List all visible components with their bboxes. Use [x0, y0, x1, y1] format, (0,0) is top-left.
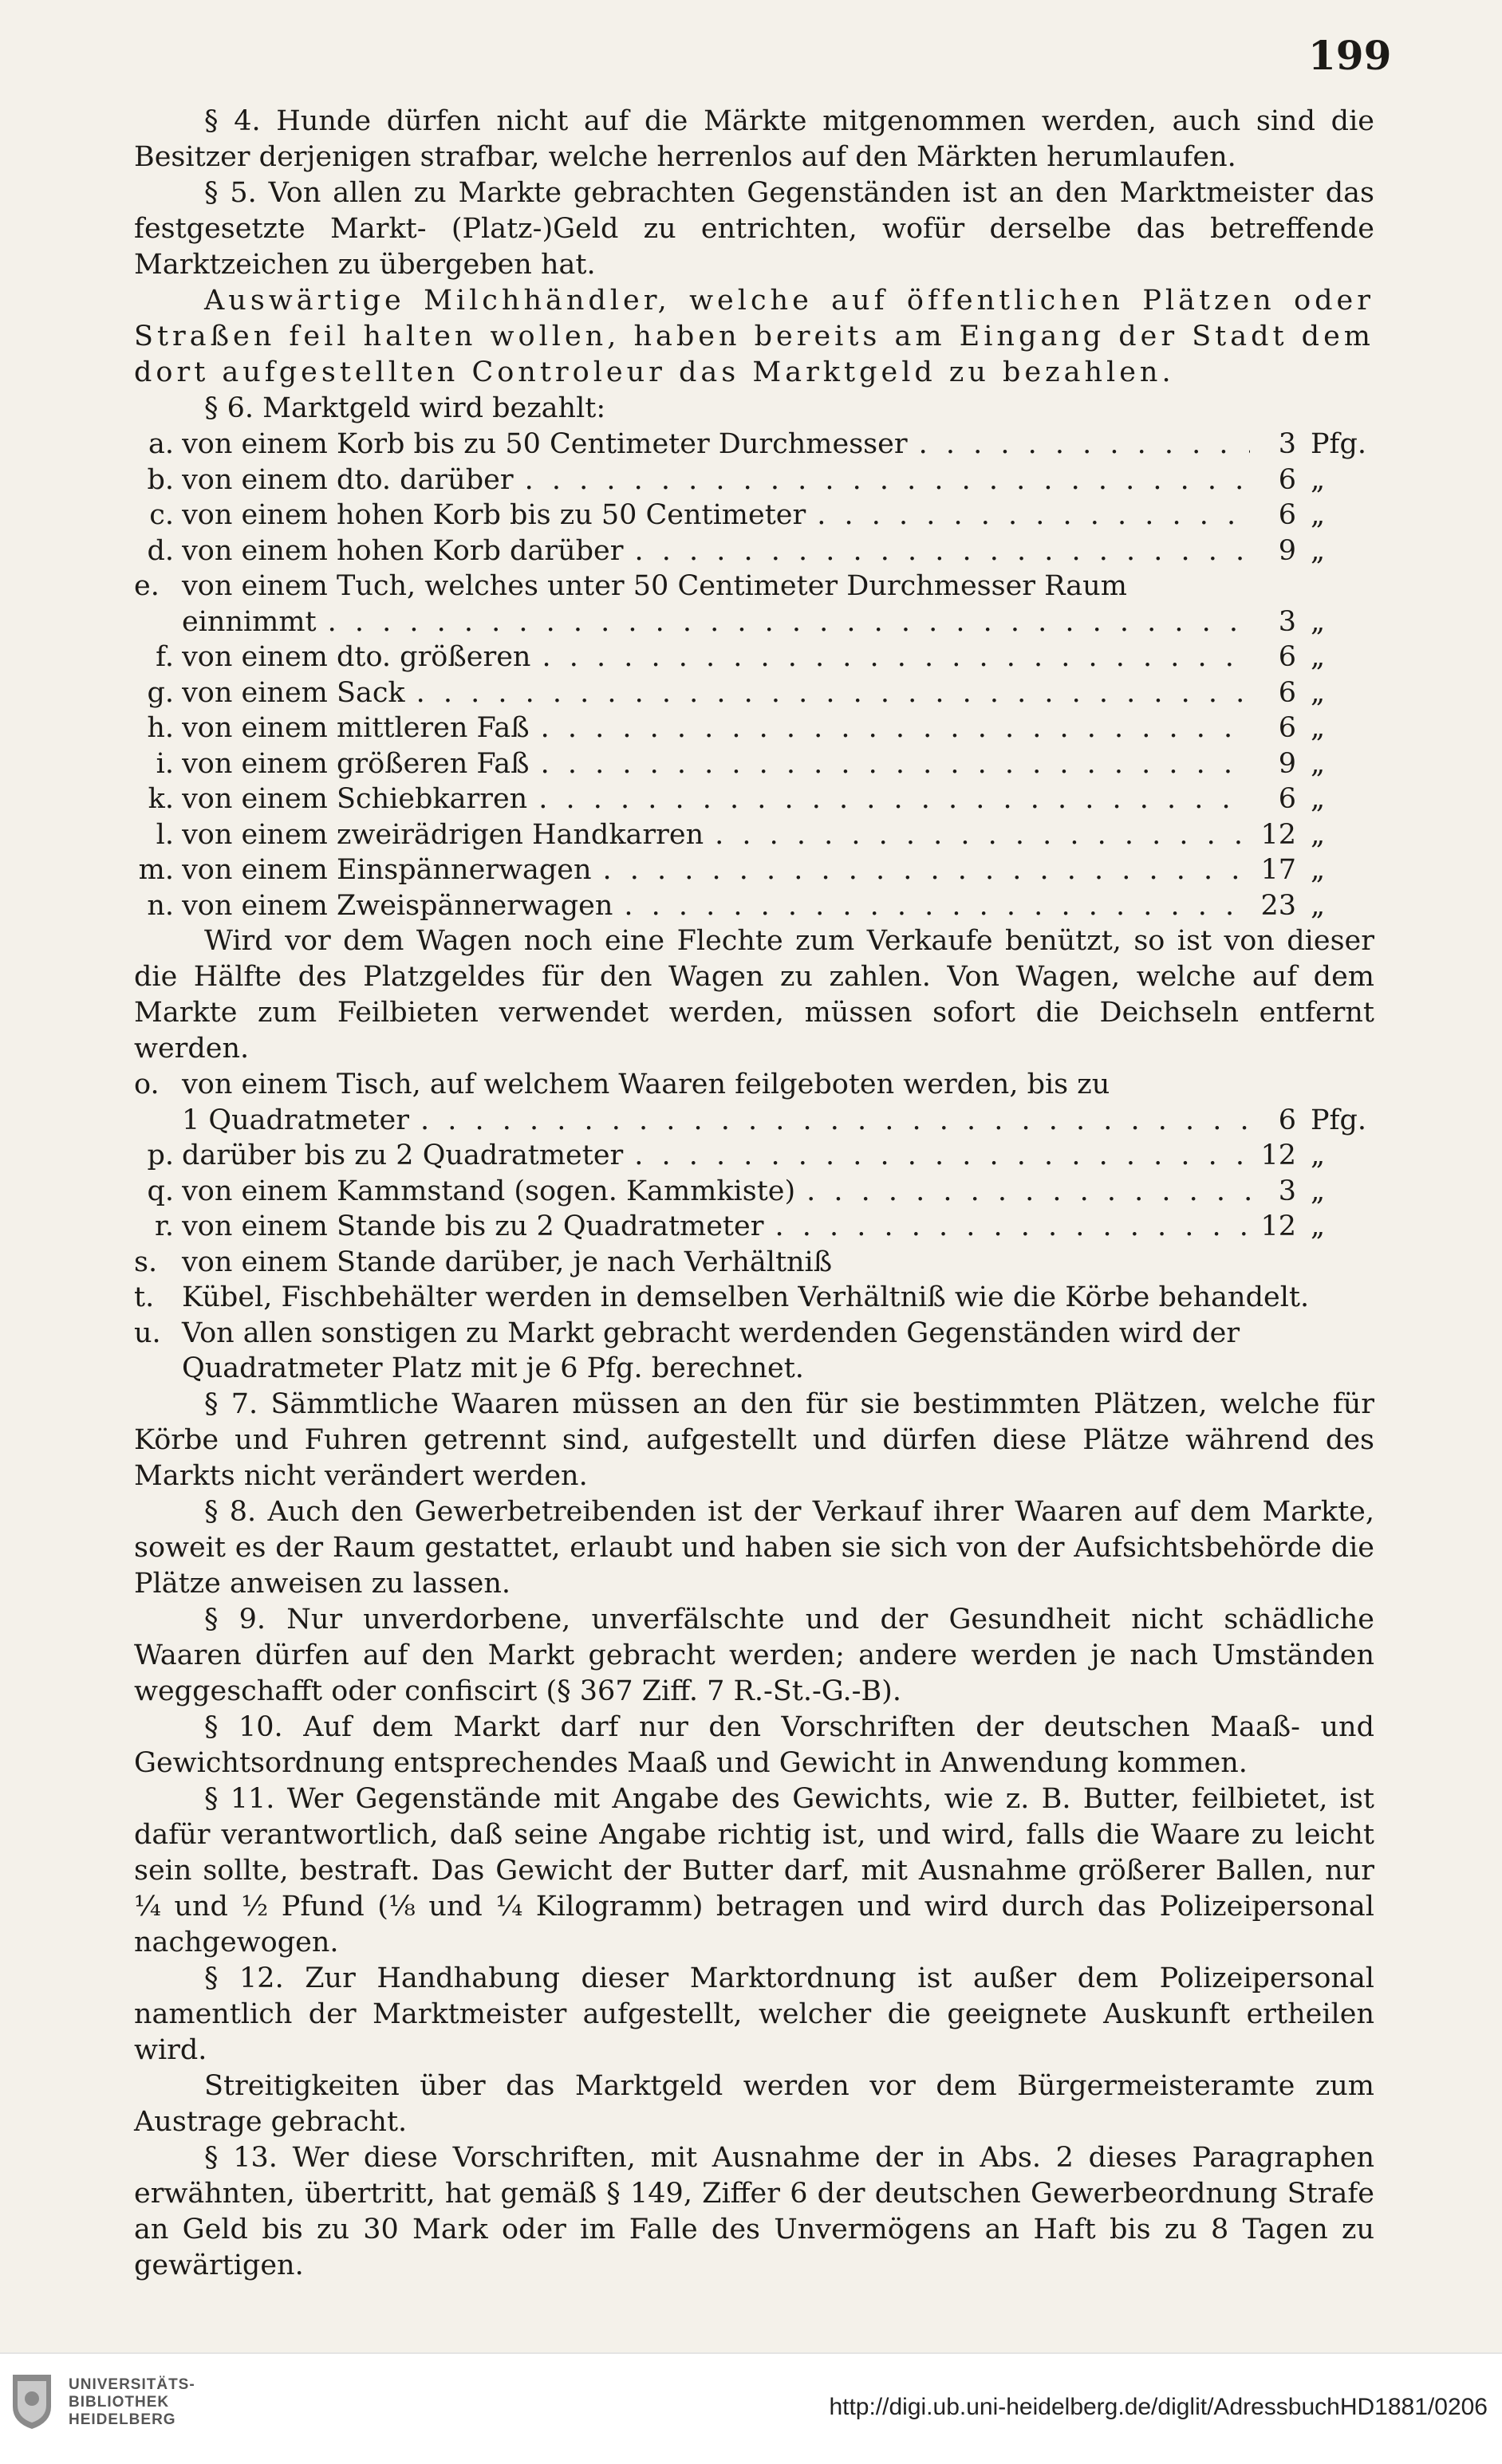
library-name-line: BIBLIOTHEK: [69, 2394, 170, 2411]
fee-row: [134, 710, 1374, 746]
fee-unit: „: [1311, 783, 1326, 815]
item-letter: s.: [134, 1246, 158, 1278]
fee-unit: „: [1311, 712, 1326, 744]
fee-row-multiline: [134, 569, 1374, 604]
fee-amount: 12: [1260, 1140, 1296, 1171]
fee-unit: „: [1311, 605, 1326, 638]
library-name-line: HEIDELBERG: [69, 2411, 176, 2428]
fee-amount: 3: [1278, 1175, 1296, 1207]
item-text: von einem Stande darüber, je nach Verhältniß: [182, 1246, 833, 1278]
milk-dealer-paragraph: Auswärtige Milchhändler, welche auf öffentlichen Plätzen oder Straßen feil halten wollen, haben bereits am Eingang der Stadt dem dort aufgestellten Controleur das Marktgeld zu bezahlen.: [134, 285, 1374, 388]
fee-letter: i.: [156, 747, 174, 780]
fee-text: von einem Korb bis zu 50 Centimeter Durchmesser: [182, 428, 908, 460]
fee-row: [134, 675, 1374, 711]
fee-text: einnimmt: [182, 605, 317, 638]
item-letter: t.: [134, 1281, 155, 1313]
fee-letter: m.: [138, 854, 174, 886]
fee-amount: 6: [1278, 676, 1296, 709]
fee-letter: h.: [147, 712, 174, 744]
item-text: Kübel, Fischbehälter werden in demselben Verhältniß wie die Körbe behandelt.: [182, 1281, 1310, 1313]
fee-text: 1 Quadratmeter: [182, 1104, 409, 1136]
footer-bar: [0, 2352, 1502, 2464]
fee-amount: 12: [1260, 1210, 1296, 1242]
fee-unit: „: [1311, 1140, 1326, 1171]
fee-letter: n.: [147, 889, 174, 922]
fee-row: [134, 888, 1374, 924]
fee-row: [134, 462, 1374, 498]
paragraph-7: § 7. Sämmtliche Waaren müssen an den für sie bestimmten Plätzen, welche für Körbe und Fuhren getrennt sind, aufgestellt und dürfen diese Plätze während des Markts nicht verändert werden.: [134, 1387, 1374, 1492]
list-item: [134, 1280, 1374, 1316]
fee-text: von einem Kammstand (sogen. Kammkiste): [182, 1175, 796, 1207]
fee-text: darüber bis zu 2 Quadratmeter: [182, 1140, 624, 1171]
fee-amount: 6: [1278, 499, 1296, 531]
fee-unit: „: [1311, 499, 1326, 531]
fee-amount: 9: [1278, 534, 1296, 567]
fee-letter: a.: [148, 428, 174, 460]
fee-unit: „: [1311, 818, 1326, 851]
source-url-link[interactable]: http://digi.ub.uni-heidelberg.de/diglit/AdressbuchHD1881/0206: [829, 2394, 1488, 2420]
list-item: [134, 1245, 1374, 1281]
paragraph-6: § 6. Marktgeld wird bezahlt:: [204, 392, 606, 424]
fee-row: [134, 817, 1374, 853]
page-number: 199: [1308, 32, 1392, 79]
fee-text: von einem größeren Faß: [182, 747, 530, 780]
fee-amount: 17: [1260, 854, 1296, 886]
fee-text: von einem Tisch, auf welchem Waaren feilgeboten werden, bis zu: [182, 1069, 1110, 1100]
fee-row: [134, 1174, 1374, 1210]
paragraph-9: § 9. Nur unverdorbene, unverfälschte und der Gesundheit nicht schädliche Waaren dürfen auf den Markt gebracht werden; andere werden je nach Umständen weggeschafft oder confiscirt (§ 367 Ziff. 7 R.-St.-G.-B).: [134, 1603, 1374, 1707]
fee-letter: q.: [147, 1175, 174, 1207]
fee-text: von einem Tuch, welches unter 50 Centimeter Durchmesser Raum: [182, 570, 1127, 602]
disputes-paragraph: Streitigkeiten über das Marktgeld werden vor dem Bürgermeisteramte zum Austrage gebracht.: [134, 2069, 1374, 2138]
fee-amount: 6: [1278, 783, 1296, 815]
fee-row: [134, 746, 1374, 782]
fee-text: von einem mittleren Faß: [182, 712, 530, 744]
fee-text: von einem dto. darüber: [182, 463, 514, 496]
fee-row: [134, 781, 1374, 817]
library-name-line: UNIVERSITÄTS-: [69, 2376, 195, 2393]
fee-text: von einem Einspännerwagen: [182, 854, 592, 886]
paragraph-13: § 13. Wer diese Vorschriften, mit Ausnahme der in Abs. 2 dieses Paragraphen erwähnten, übertritt, hat gemäß § 149, Ziffer 6 der deutschen Gewerbeordnung Strafe an Geld bis zu 30 Mark oder im Falle des Unvermögens an Haft bis zu 8 Tagen zu gewärtigen.: [134, 2141, 1374, 2281]
fee-row: [134, 852, 1374, 888]
fee-text: von einem Zweispännerwagen: [182, 889, 613, 922]
paragraph-11: § 11. Wer Gegenstände mit Angabe des Gewichts, wie z. B. Butter, feilbietet, ist dafür verantwortlich, daß seine Angabe richtig ist, und wird, falls die Waare zu leicht sein sollte, bestraft. Das Gewicht der Butter darf, mit Ausnahme größerer Ballen, nur ¼ und ½ Pfund (⅛ und ¼ Kilogramm) betragen und wird durch das Polizeipersonal nachgewogen.: [134, 1782, 1374, 1958]
fee-text: von einem hohen Korb bis zu 50 Centimeter: [182, 499, 806, 531]
item-text: Von allen sonstigen zu Markt gebracht werdenden Gegenständen wird der Quadratmeter Platz mit je 6 Pfg. berechnet.: [182, 1317, 1240, 1384]
fee-amount: 6: [1278, 712, 1296, 744]
fee-letter: p.: [147, 1140, 174, 1171]
fee-unit: „: [1311, 854, 1326, 886]
fee-amount: 23: [1260, 889, 1296, 922]
fee-row-continuation: [134, 1103, 1374, 1139]
fee-letter: k.: [148, 783, 174, 815]
fee-row: [134, 1209, 1374, 1245]
fee-text: von einem Sack: [182, 676, 405, 709]
wagon-note: Wird vor dem Wagen noch eine Flechte zum Verkaufe benützt, so ist von dieser die Hälfte des Platzgeldes für den Wagen zu zahlen. Von Wagen, welche auf dem Markte zum Feilbieten verwendet werden, müssen sofort die Deichseln entfernt werden.: [134, 925, 1374, 1065]
fee-amount: 6: [1278, 463, 1296, 496]
fee-unit: „: [1311, 463, 1326, 496]
fee-text: von einem Schiebkarren: [182, 783, 528, 815]
fee-letter: g.: [147, 676, 174, 709]
fee-text: von einem zweirädrigen Handkarren: [182, 818, 704, 851]
fee-letter: f.: [156, 641, 174, 673]
fee-amount: 6: [1278, 1104, 1296, 1136]
fee-unit: Pfg.: [1311, 428, 1367, 460]
fee-amount: 12: [1260, 818, 1296, 851]
paragraph-5: § 5. Von allen zu Markte gebrachten Gegenständen ist an den Marktmeister das festgesetzte Markt- (Platz-)Geld zu entrichten, wofür derselbe das betreffende Marktzeichen zu übergeben hat.: [134, 177, 1374, 281]
fee-unit: „: [1311, 1210, 1326, 1242]
fee-text: von einem dto. größeren: [182, 641, 531, 673]
fee-amount: 3: [1278, 605, 1296, 638]
paragraph-10: § 10. Auf dem Markt darf nur den Vorschriften der deutschen Maaß- und Gewichtsordnung entsprechendes Maaß und Gewicht in Anwendung kommen.: [134, 1710, 1374, 1779]
fee-unit: „: [1311, 889, 1326, 922]
fee-row: [134, 533, 1374, 569]
fee-unit: „: [1311, 676, 1326, 709]
university-seal-icon: [10, 2372, 54, 2431]
item-letter: u.: [134, 1317, 161, 1349]
fee-letter: e.: [134, 570, 160, 602]
fee-letter: r.: [154, 1210, 174, 1242]
fee-amount: 9: [1278, 747, 1296, 780]
paragraph-8: § 8. Auch den Gewerbetreibenden ist der Verkauf ihrer Waaren auf dem Markte, soweit es der Raum gestattet, erlaubt und haben sie sich von der Aufsichtsbehörde die Plätze anweisen zu lassen.: [134, 1495, 1374, 1600]
paragraph-12: § 12. Zur Handhabung dieser Marktordnung ist außer dem Polizeipersonal namentlich der Marktmeister aufgestellt, welcher die geeignete Auskunft ertheilen wird.: [134, 1962, 1374, 2066]
fee-row: [134, 640, 1374, 675]
fee-letter: d.: [147, 534, 174, 567]
fee-text: von einem Stande bis zu 2 Quadratmeter: [182, 1210, 764, 1242]
fee-row-continuation: [134, 604, 1374, 640]
fee-row: [134, 1138, 1374, 1174]
fee-letter: o.: [134, 1069, 160, 1100]
fee-letter: b.: [147, 463, 174, 496]
fee-unit: „: [1311, 534, 1326, 567]
fee-letter: l.: [156, 818, 174, 851]
library-name: [69, 2376, 195, 2429]
fee-amount: 3: [1278, 428, 1296, 460]
fee-unit: „: [1311, 641, 1326, 673]
fee-unit: Pfg.: [1311, 1104, 1367, 1136]
fee-row: [134, 427, 1374, 462]
fee-unit: „: [1311, 1175, 1326, 1207]
fee-unit: „: [1311, 747, 1326, 780]
paragraph-4: § 4. Hunde dürfen nicht auf die Märkte mitgenommen werden, auch sind die Besitzer derjenigen strafbar, welche herrenlos auf den Märkten herumlaufen.: [134, 105, 1374, 173]
fee-text: von einem hohen Korb darüber: [182, 534, 624, 567]
fee-row: [134, 498, 1374, 533]
fee-row-multiline: [134, 1067, 1374, 1103]
page-content: [134, 104, 1374, 2284]
fee-amount: 6: [1278, 641, 1296, 673]
fee-letter: c.: [149, 499, 174, 531]
list-item: [134, 1316, 1374, 1387]
